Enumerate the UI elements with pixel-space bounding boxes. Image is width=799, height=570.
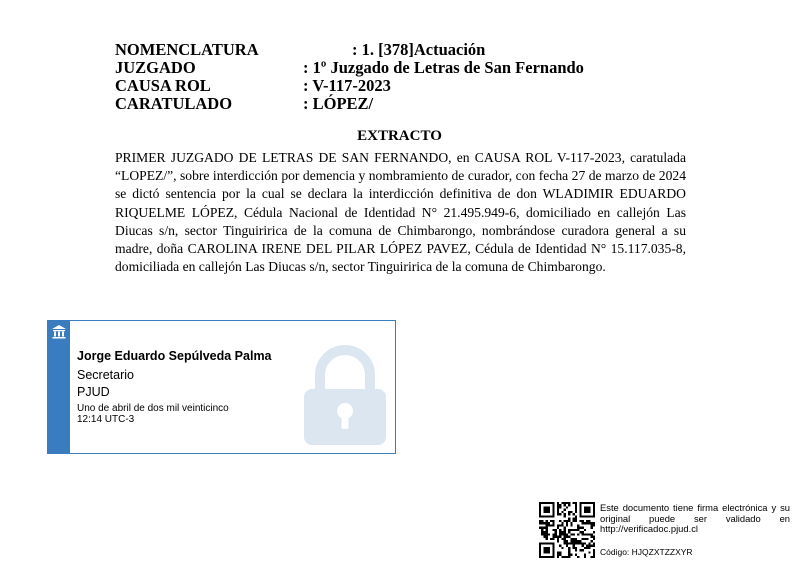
signature-time: 12:14 UTC-3 <box>77 414 135 425</box>
caratulado-label: CARATULADO <box>115 94 233 113</box>
signature-box <box>47 320 396 454</box>
juzgado-value: : 1º Juzgado de Letras de San Fernando <box>303 58 584 77</box>
signature-date: Uno de abril de dos mil veinticinco <box>77 403 229 414</box>
institution-icon <box>51 324 67 340</box>
signature-sidebar <box>48 321 70 453</box>
caratulado-value: : LÓPEZ/ <box>303 94 374 113</box>
document-title-text: EXTRACTO <box>357 128 442 144</box>
signer-role: Secretario <box>77 368 134 382</box>
qr-code-icon <box>539 502 595 558</box>
verification-text: Este documento tiene firma electrónica y su original puede ser validado en http://verificadoc.pjud.cl <box>600 502 790 535</box>
document-body: PRIMER JUZGADO DE LETRAS DE SAN FERNANDO, en CAUSA ROL V-117-2023, caratulada “LOPEZ/”, sobre interdicción por demencia y nombramiento de curador, con fecha 27 de marzo de 2024 se dictó sentencia por la cual se declara la interdicción definitiva de don WLADIMIR EDUARDO RIQUELME LÓPEZ, Cédula Nacional de Identidad N° 21.495.949-6, domiciliado en callejón Las Diucas s/n, sector Tinguiririca de la comuna de Chimbarongo, nombrándose curadora general a su madre, doña CAROLINA IRENE DEL PILAR LÓPEZ PAVEZ, Cédula de Identidad N° 15.117.035-8, domiciliada en callejón Las Diucas s/n, sector Tinguiririca de la comuna de Chimbarongo. <box>115 150 686 275</box>
nomenclatura-value: : 1. [378]Actuación <box>352 40 486 59</box>
document-title <box>0 128 799 145</box>
causa-rol-value: : V-117-2023 <box>303 76 391 95</box>
signer-name: Jorge Eduardo Sepúlveda Palma <box>77 349 272 363</box>
nomenclatura-label: NOMENCLATURA <box>115 40 259 59</box>
lock-icon <box>298 343 392 447</box>
verification-code: Código: HJQZXTZZXYR <box>600 547 693 557</box>
juzgado-label: JUZGADO <box>115 58 196 77</box>
signer-organization: PJUD <box>77 385 110 399</box>
signature-timestamp <box>77 403 229 425</box>
causa-rol-label: CAUSA ROL <box>115 76 211 95</box>
